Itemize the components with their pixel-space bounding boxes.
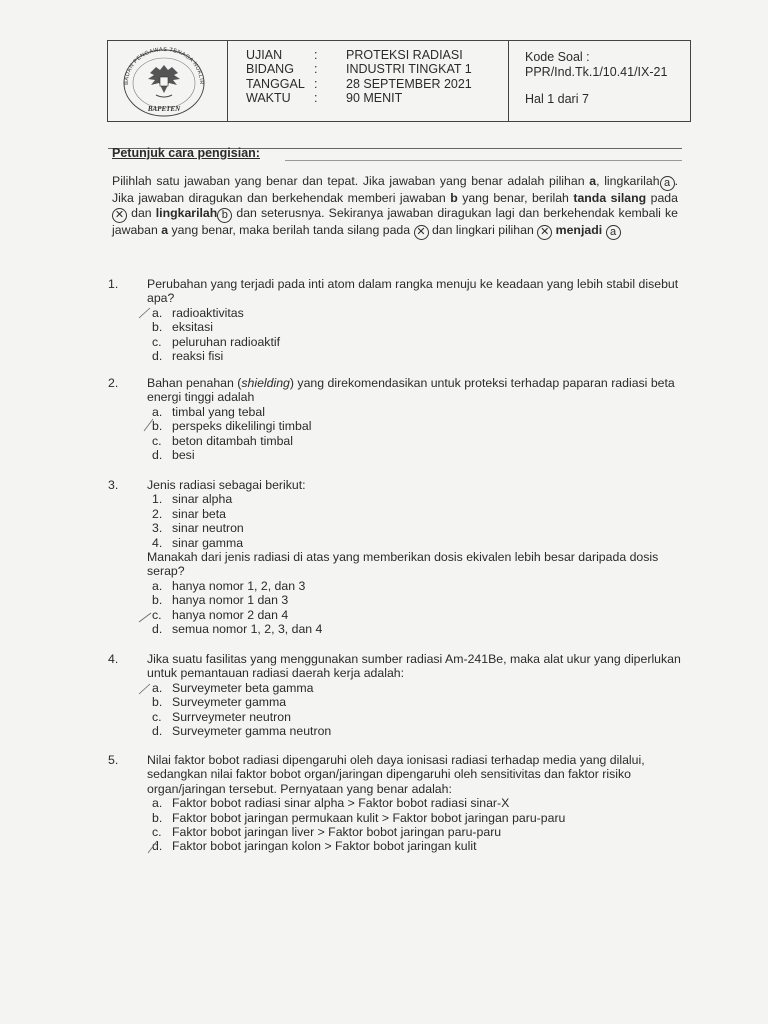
answer-option[interactable]: c. beton ditambah timbal [152, 433, 293, 448]
list-item: 2. sinar beta [152, 506, 227, 521]
answer-option[interactable]: b. Surveymeter gamma [152, 695, 287, 710]
pencil-mark-icon [146, 840, 160, 854]
crossed-b-icon: ✕ [414, 225, 429, 240]
logo-bottom-text: BAPETEN [147, 105, 181, 113]
instr-text: dan seterusnya. Sekiranya jawaban diragukan lagi dan berkehendak kembali ke jawaban [112, 206, 679, 238]
question-stem: Nilai faktor bobot radiasi dipengaruhi oleh daya ionisasi radiasi terhadap media yang dilalui, sedangkan nilai faktor bobot organ/jaringan dipengaruhi oleh sensitivitas dan faktor risiko organ/jaringan tersebut. Pernyataan yang benar adalah: [147, 753, 645, 796]
answer-option[interactable]: a. Surveymeter beta gamma [152, 680, 314, 695]
info-key: TANGGAL [246, 77, 305, 91]
list-item: 4. sinar gamma [152, 535, 244, 550]
crossed-a-icon: ✕ [112, 208, 127, 223]
pencil-mark-icon [138, 610, 152, 624]
answer-option[interactable]: b. Faktor bobot jaringan permukaan kulit > Faktor bobot jaringan paru-paru [152, 810, 566, 825]
question-intro: Jenis radiasi sebagai berikut: [147, 478, 306, 492]
pencil-mark-icon [142, 418, 156, 432]
instr-letter-a: a [161, 223, 169, 238]
circled-a-icon: a [660, 176, 675, 191]
pencil-mark-icon [138, 306, 152, 320]
info-colon: : [314, 48, 318, 62]
info-row [228, 77, 508, 91]
answer-option[interactable]: d. reaksi fisi [152, 349, 224, 364]
kode-soal-block [525, 50, 667, 107]
exam-info-cell [228, 41, 509, 121]
answer-option[interactable]: d. semua nomor 1, 2, 3, dan 4 [152, 622, 323, 637]
page-number: Hal 1 dari 7 [525, 92, 589, 106]
question-number: 1. [108, 277, 119, 291]
answer-option[interactable]: c. Surrveymeter neutron [152, 709, 291, 724]
instr-letter-b: b [450, 191, 458, 205]
info-row [228, 62, 508, 76]
answer-option[interactable]: c. peluruhan radioaktif [152, 334, 281, 349]
kode-soal-cell [509, 41, 690, 121]
answer-option[interactable]: a. timbal yang tebal [152, 404, 265, 419]
answer-option[interactable]: d. Surveymeter gamma neutron [152, 724, 332, 739]
garuda-emblem-icon [120, 45, 208, 117]
info-row [228, 91, 508, 105]
logo-ring-text: BADAN PENGAWAS TENAGA NUKLIR [123, 46, 205, 85]
question-stem: Manakah dari jenis radiasi di atas yang memberikan dosis ekivalen lebih besar daripada dosis serap? [147, 550, 659, 579]
instr-text: lingkarilah [604, 174, 660, 188]
info-key: WAKTU [246, 91, 291, 105]
answer-option[interactable]: a. radioaktivitas [152, 305, 244, 320]
instr-tanda-silang: tanda silang [573, 191, 647, 205]
instr-lingkarilah: lingkarilah [155, 206, 218, 221]
question-number: 5. [108, 753, 119, 767]
instr-text: pada [650, 191, 678, 205]
instr-text: yang benar, maka berilah tanda silang pada [171, 223, 411, 238]
question-number: 4. [108, 652, 119, 666]
logo-cell [108, 41, 228, 121]
crossed-a-icon: ✕ [537, 225, 552, 240]
exam-header-table [107, 40, 691, 122]
info-colon: : [314, 77, 318, 91]
answer-option[interactable]: c. hanya nomor 2 dan 4 [152, 607, 289, 622]
circled-b-icon: b [217, 208, 232, 223]
kode-soal-label: Kode Soal : [525, 50, 590, 64]
info-key: UJIAN [246, 48, 283, 62]
instr-text: Pilihlah satu jawaban yang benar dan tepat. Jika jawaban yang benar adalah pilihan [112, 174, 585, 188]
info-key: BIDANG [246, 62, 294, 76]
answer-option[interactable]: a. Faktor bobot radiasi sinar alpha > Faktor bobot radiasi sinar-X [152, 796, 510, 811]
question-stem: Jika suatu fasilitas yang menggunakan sumber radiasi Am-241Be, maka alat ukur yang diperlukan untuk pemantauan radiasi daerah kerja adalah: [147, 652, 681, 681]
info-value: 28 SEPTEMBER 2021 [346, 77, 472, 91]
question-number: 3. [108, 478, 119, 492]
instructions-text: Pilihlah satu jawaban yang benar dan tepat. Jika jawaban yang benar adalah pilihan a, lingkarilah a . Jika jawaban diragukan dan berkehendak memberi jawaban b yang benar, berilah tanda silang pada✕ dan lingkarilah b dan seterusnya. Sekiranya jawaban diragukan lagi dan berkehendak kembali ke jawaban a yang benar, maka berilah tanda silang pada ✕ dan lingkari pilihan ✕ menjadi a [112, 174, 679, 239]
answer-option[interactable]: d. Faktor bobot jaringan kolon > Faktor bobot jaringan kulit [152, 839, 477, 854]
instr-text: dan lingkari pilihan [431, 223, 534, 238]
kode-soal-value: PPR/Ind.Tk.1/10.41/IX-21 [525, 65, 668, 79]
circled-a-icon: a [606, 225, 621, 240]
question-number: 2. [108, 376, 119, 390]
answer-option[interactable]: d. besi [152, 448, 195, 463]
answer-option[interactable]: b. eksitasi [152, 320, 214, 335]
instr-letter-a: a [589, 174, 597, 188]
list-item: 3. sinar neutron [152, 521, 244, 536]
question-stem: Perubahan yang terjadi pada inti atom dalam rangka menuju ke keadaan yang lebih stabil disebut apa? [147, 277, 679, 306]
info-colon: : [314, 91, 318, 105]
info-value: INDUSTRI TINGKAT 1 [346, 62, 472, 76]
question-stem: Bahan penahan (shielding) yang direkomendasikan untuk proteksi terhadap paparan radiasi beta energi tinggi adalah [147, 376, 675, 405]
list-item: 1. sinar alpha [152, 492, 233, 507]
divider [285, 160, 682, 161]
answer-option[interactable]: b. hanya nomor 1 dan 3 [152, 593, 289, 608]
info-colon: : [314, 62, 318, 76]
instr-text: . Jika jawaban diragukan dan berkehendak memberi jawaban [112, 174, 678, 205]
answer-option[interactable]: c. Faktor bobot jaringan liver > Faktor bobot jaringan paru-paru [152, 825, 502, 840]
instr-text: dan [131, 206, 152, 221]
info-value: PROTEKSI RADIASI [346, 48, 463, 62]
answer-option[interactable]: a. hanya nomor 1, 2, dan 3 [152, 578, 306, 593]
info-row [228, 48, 508, 62]
instr-text: yang benar, berilah [462, 191, 569, 205]
instr-menjadi: menjadi [555, 223, 603, 238]
answer-option[interactable]: b. perspeks dikelilingi timbal [152, 419, 312, 434]
instructions-title: Petunjuk cara pengisian: [112, 146, 260, 160]
pencil-mark-icon [138, 682, 152, 696]
info-value: 90 MENIT [346, 91, 403, 105]
